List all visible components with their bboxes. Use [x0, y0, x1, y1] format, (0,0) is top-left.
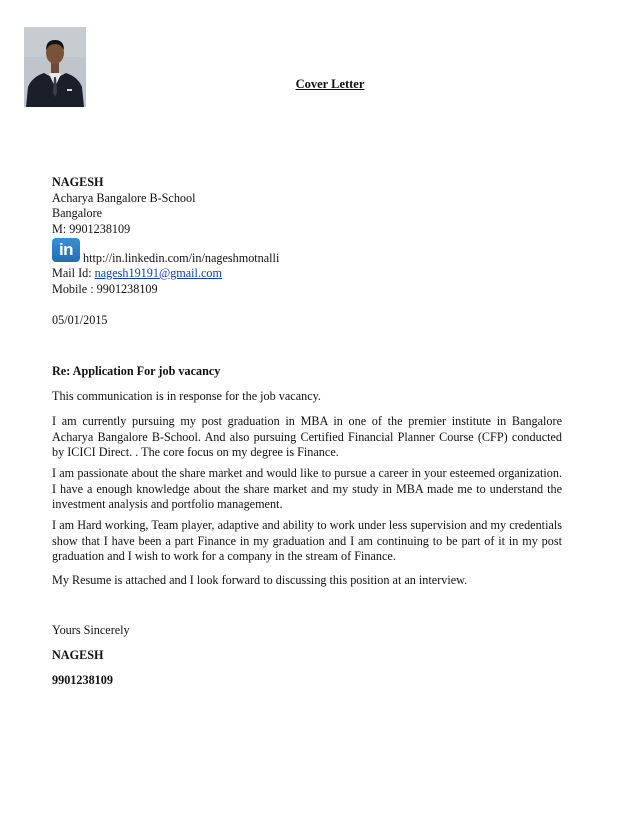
- paragraph-text: I am currently pursuing my post graduation in MBA in one of the premier institute in Bangalore Acharya Bangalore B-School. And also pursuing Certified Financial Planner Course (CFP) conducted by ICICI Direct. . The core focus on my degree is Finance.: [52, 414, 562, 459]
- page-title: Cover Letter: [295, 77, 365, 91]
- sender-phone: M: 9901238109: [52, 221, 131, 236]
- linkedin-row: [52, 238, 452, 266]
- contact-block: [52, 266, 562, 297]
- linkedin-url[interactable]: http://in.linkedin.com/in/nageshmotnalli: [83, 251, 280, 265]
- paragraph-5: [52, 573, 562, 589]
- paragraph-3: [52, 466, 562, 513]
- email-link[interactable]: nagesh19191@gmail.com: [94, 266, 222, 280]
- person-portrait-icon: [24, 27, 86, 107]
- mail-line: [52, 266, 562, 282]
- paragraph-text: I am passionate about the share market and would like to pursue a career in your esteemed organization. I have a enough knowledge about the share market and my study in MBA made me to understand the investment analysis and portfolio management.: [52, 466, 562, 511]
- letter-date: 05/01/2015: [52, 313, 108, 327]
- paragraph-text: My Resume is attached and I look forward to discussing this position at an interview.: [52, 573, 468, 587]
- profile-photo: [24, 27, 86, 107]
- paragraph-text: This communication is in response for the job vacancy.: [52, 389, 321, 403]
- paragraph-4: [52, 518, 562, 565]
- closing-phone: 9901238109: [52, 673, 113, 687]
- mobile-line: Mobile : 9901238109: [52, 281, 158, 296]
- sender-name: NAGESH: [52, 175, 104, 189]
- subject-line: Re: Application For job vacancy: [52, 364, 221, 378]
- closing-salutation: Yours Sincerely: [52, 623, 130, 637]
- sender-school: Acharya Bangalore B-School: [52, 190, 196, 205]
- paragraph-text: I am Hard working, Team player, adaptive and ability to work under less supervision and my credentials show that I have been a part Finance in my graduation and I am continuing to be part of it in my post graduation and I wish to work for a company in the stream of Finance.: [52, 518, 562, 563]
- closing-name: NAGESH: [52, 648, 104, 662]
- sender-block: [52, 175, 562, 237]
- mail-label: Mail Id:: [52, 266, 95, 280]
- paragraph-1: [52, 389, 562, 405]
- linkedin-icon: in: [52, 238, 80, 262]
- sender-city: Bangalore: [52, 206, 103, 220]
- paragraph-2: [52, 414, 562, 461]
